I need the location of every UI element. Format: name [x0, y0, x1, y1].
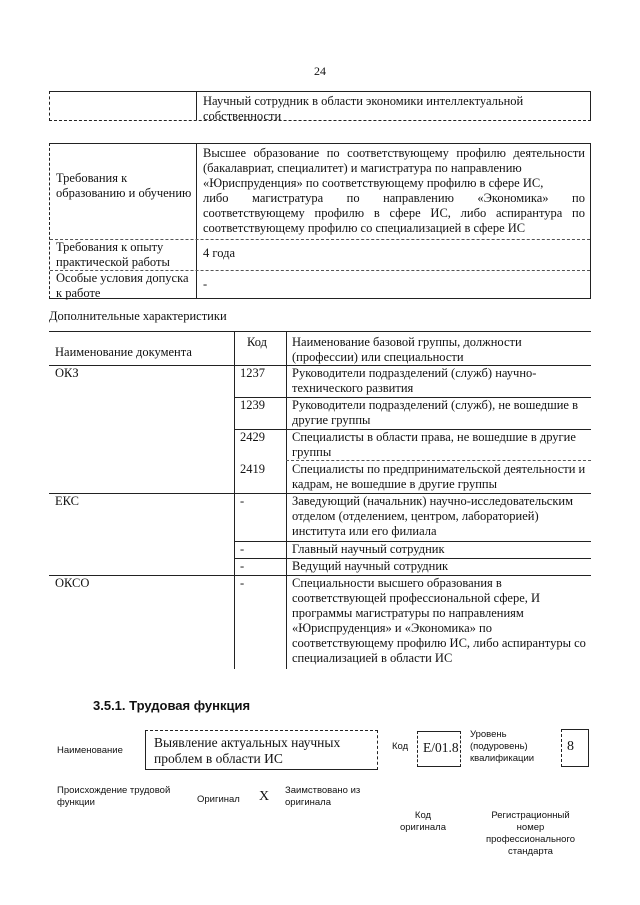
level-label: Уровень (подуровень) квалификации: [470, 729, 535, 764]
education-line: соответствующему профилю со специализацией в сфере ИС: [203, 221, 526, 235]
special-conditions-value: -: [203, 277, 208, 291]
additional-characteristics-table: [49, 331, 591, 669]
code-label: Код: [392, 741, 409, 752]
header-box-text: Научный сотрудник в области экономики интеллектуальной собственности: [203, 94, 524, 123]
original-label: Оригинал: [197, 794, 240, 805]
table-cell-name: Главный научный сотрудник: [292, 542, 445, 556]
education-line: Высшее образование по соответствующему профилю деятельности: [203, 146, 585, 160]
table-cell-name: Специалисты в области права, не вошедшие в другие группы: [292, 430, 576, 459]
table-col-divider: [286, 332, 287, 669]
requirements-divider: [196, 144, 197, 298]
header-box-divider: [196, 92, 197, 120]
level-box: [561, 729, 589, 767]
table-cell-code: -: [240, 542, 245, 556]
name-box: [145, 730, 378, 770]
education-line: (бакалавриат, специалитет) и магистратура по направлению: [203, 161, 522, 175]
education-line: соответствующему профилю в сфере ИС, либо аспирантура по: [203, 206, 585, 220]
header-document: Наименование документа: [55, 345, 192, 359]
origin-label: Происхождение трудовой функции: [57, 785, 171, 808]
requirements-table: [49, 143, 591, 299]
code-original-label: Код оригинала: [399, 810, 446, 833]
table-cell-document: ОКЗ: [55, 366, 79, 380]
experience-value: 4 года: [203, 246, 235, 260]
header-code: Код: [247, 335, 267, 349]
reg-number-label: Регистрационный номер профессионального стандарта: [486, 810, 575, 857]
special-conditions-label: Особые условия допуска к работе: [56, 271, 189, 300]
code-value: E/01.8: [423, 740, 459, 755]
education-line: «Юриспруденция» по соответствующему профилю в сфере ИС,: [203, 176, 544, 190]
table-cell-code: -: [240, 494, 245, 508]
experience-label: Требования к опыту практической работы: [56, 240, 170, 269]
table-cell-code: -: [240, 576, 245, 590]
name-label: Наименование: [57, 745, 123, 756]
table-row-line: [286, 460, 591, 461]
table-cell-name: Руководители подразделений (служб), не вошедшие в другие группы: [292, 398, 579, 427]
table-cell-name: Руководители подразделений (служб) научно-технического развития: [292, 366, 537, 395]
borrowed-label: Заимствовано из оригинала: [285, 785, 361, 808]
header-box: [49, 91, 591, 121]
page-number: 24: [314, 64, 326, 78]
table-cell-code: -: [240, 559, 245, 573]
table-cell-document: ОКСО: [55, 576, 90, 590]
table-cell-name: Специалисты по предпринимательской деятельности и кадрам, не вошедшие в другие группы: [292, 462, 586, 491]
table-cell-name: Специальности высшего образования в соответствующей профессиональной сфере, И программы магистратуры по направлениям «Юриспруденция» и «Экономика» по соответствующему профилю ИС, либо аспирантуры со специализацией в области ИС: [292, 576, 586, 665]
original-mark: X: [259, 789, 270, 804]
name-value: Выявление актуальных научных проблем в области ИС: [154, 735, 341, 766]
table-cell-code: 1237: [240, 366, 265, 380]
table-cell-code: 2419: [240, 462, 265, 476]
code-box: [417, 731, 461, 767]
table-cell-code: 2429: [240, 430, 265, 444]
header-name: Наименование базовой группы, должности (профессии) или специальности: [292, 335, 522, 364]
additional-characteristics-title: Дополнительные характеристики: [49, 309, 227, 323]
table-cell-name: Ведущий научный сотрудник: [292, 559, 449, 573]
education-label: Требования к образованию и обучению: [56, 171, 192, 200]
education-line: либо магистратура по направлению «Экономика» по: [203, 191, 585, 205]
level-value: 8: [567, 739, 574, 754]
table-cell-name: Заведующий (начальник) научно-исследовательским отделом (отделением, центром, лабораторией) института или его филиала: [292, 494, 574, 538]
table-cell-code: 1239: [240, 398, 265, 412]
table-cell-document: ЕКС: [55, 494, 79, 508]
labor-function-title: 3.5.1. Трудовая функция: [93, 698, 251, 713]
